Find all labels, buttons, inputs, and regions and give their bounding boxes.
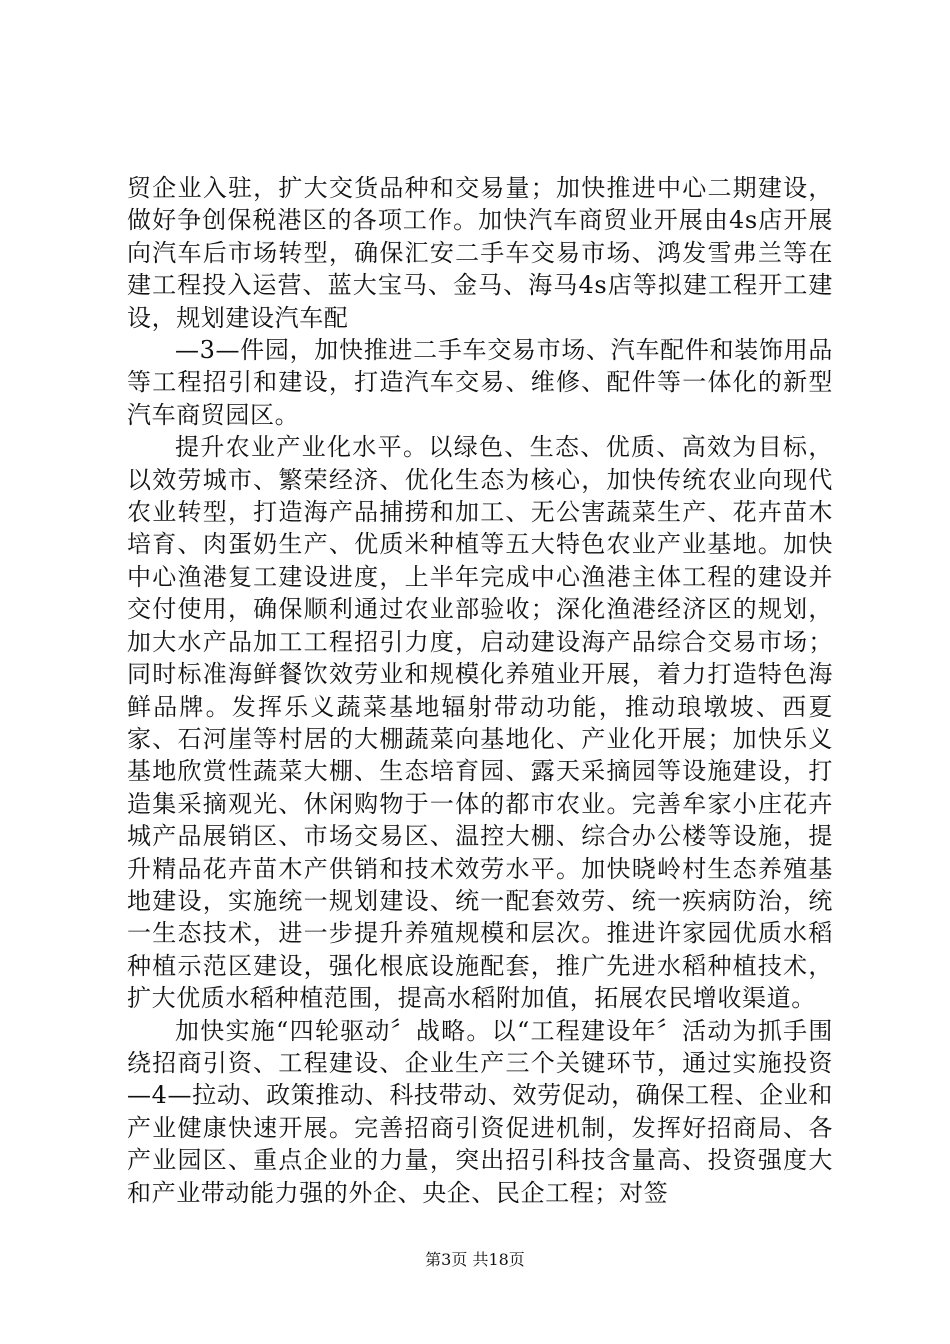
- paragraph-four-wheel-drive: 加快实施“四轮驱动〞战略。以“工程建设年〞活动为抓手围绕招商引资、工程建设、企业生产三个关键环节，通过实施投资—4—拉动、政策推动、科技带动、效劳促动，确保工程、企业和产业健康快速开展。完善招商引资促进机制，发挥好招商局、各产业园区、重点企业的力量，突出招引科技含量高、投资强度大和产业带动能力强的外企、央企、民企工程；对签: [127, 1016, 833, 1207]
- paragraph-auto-parts-park: —3—件园，加快推进二手车交易市场、汽车配件和装饰用品等工程招引和建设，打造汽车交易、维修、配件等一体化的新型汽车商贸园区。: [127, 336, 833, 429]
- paragraph-continuation: 贸企业入驻，扩大交货品种和交易量；加快推进中心二期建设，做好争创保税港区的各项工作。加快汽车商贸业开展由4s店开展向汽车后市场转型，确保汇安二手车交易市场、鸿发雪弗兰等在建工程投入运营、蓝大宝马、金马、海马4s店等拟建工程开工建设，规划建设汽车配: [127, 174, 833, 332]
- paragraph-agriculture: 提升农业产业化水平。以绿色、生态、优质、高效为目标，以效劳城市、繁荣经济、优化生态为核心，加快传统农业向现代农业转型，打造海产品捕捞和加工、无公害蔬菜生产、花卉苗木培育、肉蛋奶生产、优质米种植等五大特色农业产业基地。加快中心渔港复工建设进度，上半年完成中心渔港主体工程的建设并交付使用，确保顺利通过农业部验收；深化渔港经济区的规划，加大水产品加工工程招引力度，启动建设海产品综合交易市场；同时标准海鲜餐饮效劳业和规模化养殖业开展，着力打造特色海鲜品牌。发挥乐义蔬菜基地辐射带动功能，推动琅墩坡、西夏家、石河崖等村居的大棚蔬菜向基地化、产业化开展；加快乐义基地欣赏性蔬菜大棚、生态培育园、露天采摘园等设施建设，打造集采摘观光、休闲购物于一体的都市农业。完善牟家小庄花卉城产品展销区、市场交易区、温控大棚、综合办公楼等设施，提升精品花卉苗木产供销和技术效劳水平。加快晓岭村生态养殖基地建设，实施统一规划建设、统一配套效劳、统一疾病防治，统一生态技术，进一步提升养殖规模和层次。推进许家园优质水稻种植示范区建设，强化根底设施配套，推广先进水稻种植技术，扩大优质水稻种植范围，提高水稻附加值，拓展农民增收渠道。: [127, 433, 833, 1013]
- document-body: [127, 172, 833, 1209]
- page-number-footer: 第3页 共18页: [425, 1250, 525, 1269]
